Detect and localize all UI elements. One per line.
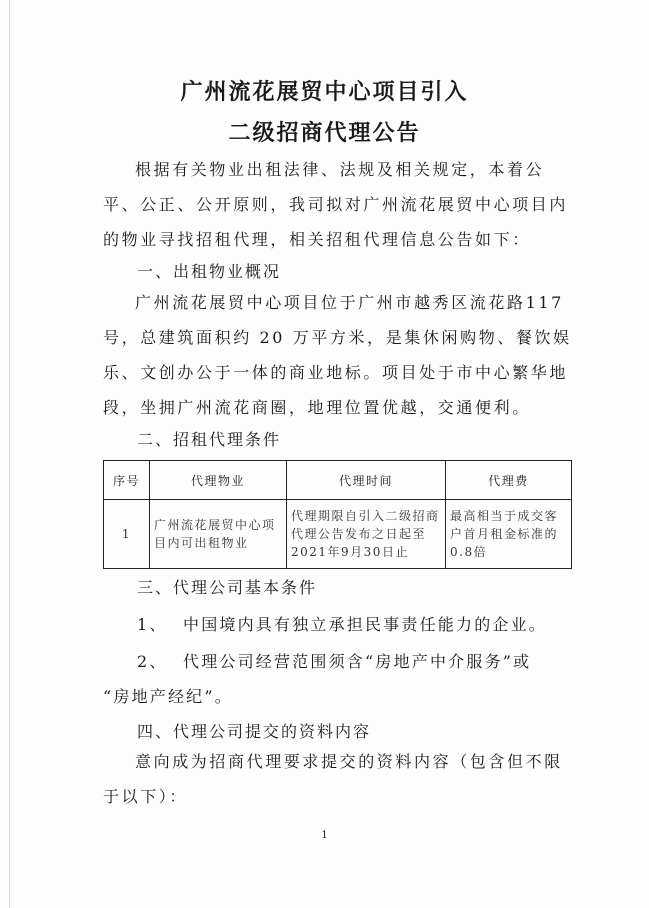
table-cell-period: 代理期限自引入二级招商代理公告发布之日起至2021年9月30日止 (287, 500, 446, 569)
table-header-cell: 代理费 (446, 461, 572, 500)
table-row (104, 500, 572, 569)
page-number: 1 (321, 830, 328, 841)
condition-item-text: 中国境内具有独立承担民事责任能力的企业。 (183, 615, 548, 634)
section-1-body: 广州流花展贸中心项目位于广州市越秀区流花路117号，总建筑面积约 20 万平方米，是集休闲购物、餐饮娱乐、文创办公于一体的商业地标。项目处于市中心繁华地段，坐拥广州流花商圈，地理位置优越，交通便利。 (103, 293, 572, 417)
section-4-body: 意向成为招商代理要求提交的资料内容（包含但不限于以下）： (103, 752, 563, 806)
section-heading-3: 三、代理公司基本条件 (137, 578, 318, 597)
condition-item-text: 代理公司经营范围须含“房地产中介服务”或 (183, 652, 532, 671)
condition-item-number: 2、 (137, 652, 168, 671)
section-heading-2: 二、招租代理条件 (137, 430, 282, 449)
agency-conditions-table (103, 460, 572, 569)
table-cell-serial: 1 (104, 500, 150, 569)
table-header-cell: 序号 (104, 461, 150, 500)
condition-item-2-continuation: “房地产经纪”。 (103, 687, 233, 706)
document-title-line1: 广州流花展贸中心项目引入 (180, 80, 469, 105)
table-header-cell: 代理时间 (287, 461, 446, 500)
table-cell-fee: 最高相当于成交客户首月租金标准的0.8倍 (446, 500, 572, 569)
table-cell-property: 广州流花展贸中心项目内可出租物业 (150, 500, 287, 569)
condition-item-2 (137, 651, 531, 673)
document-title-line2: 二级招商代理公告 (228, 121, 421, 146)
condition-item-number: 1、 (137, 615, 168, 634)
table-header-row (104, 461, 572, 500)
section-heading-4: 四、代理公司提交的资料内容 (137, 722, 372, 741)
intro-paragraph: 根据有关物业出租法律、法规及相关规定，本着公平、公正、公开原则，我司拟对广州流花展贸中心项目内的物业寻找招租代理，相关招租代理信息公告如下： (103, 160, 569, 249)
table-header-cell: 代理物业 (150, 461, 287, 500)
condition-item-1 (137, 614, 547, 636)
section-heading-1: 一、出租物业概况 (137, 262, 282, 281)
